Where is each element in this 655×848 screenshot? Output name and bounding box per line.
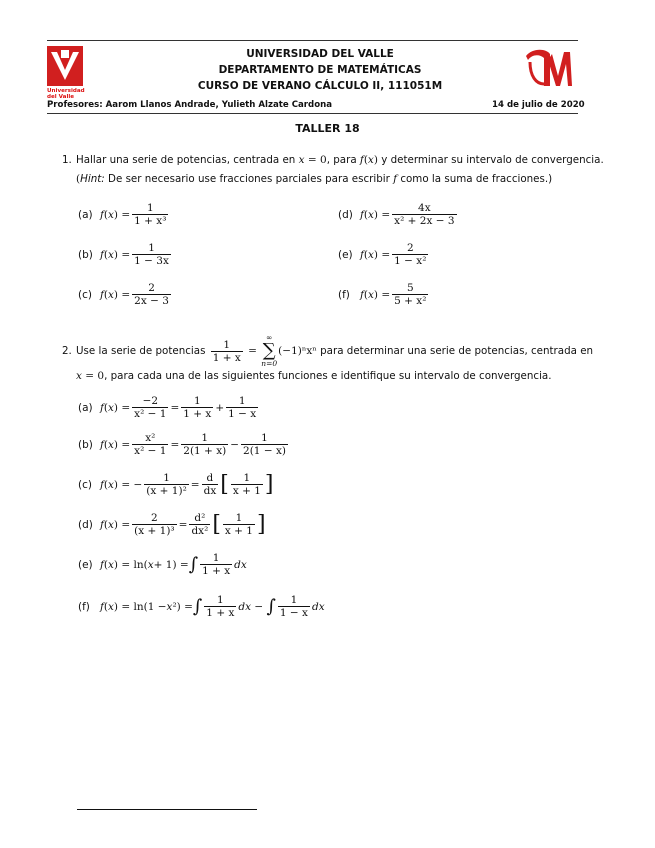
footnote-rule — [77, 809, 257, 810]
header-university: UNIVERSIDAD DEL VALLE — [246, 48, 394, 60]
q2-sum-symbol: ∞ ∑ n=0 — [261, 333, 278, 368]
q1-f-fraction: $\frac{5}{\text{5 + x²}}$ — [394, 282, 427, 307]
header-bottom-rule — [47, 113, 578, 114]
q1-c-fraction: $\frac{2}{2x - 3}$ — [134, 282, 169, 307]
q1-item-a: (a) f ( x ) = $\frac{1}{\text{1 + x³}}$ — [78, 202, 167, 227]
q2-statement: 2. Use la serie de potencias $\frac{1}{1 + x}$ = ∞ ∑ n=0 (−1)ⁿxⁿ para determinar una serie de potencias, centrada en — [62, 333, 594, 368]
q2-item-c: (c) f ( x ) = − $\frac{1}{\text{(x + 1)²}}$ = $\frac{d}{dx}$ [ $\frac{1}{x + 1}$ ] — [78, 471, 274, 497]
q1-a-fraction: $\frac{1}{\text{1 + x³}}$ — [134, 202, 167, 227]
header-professors: Profesores: Aarom Llanos Andrade, Yulieth Alzate Cardona — [47, 100, 333, 110]
q1-hint: ( Hint: De ser necesario use fracciones parciales para escribir f como la suma de fracciones.) — [76, 173, 553, 185]
page-title: TALLER 18 — [295, 122, 360, 135]
q1-number: 1. — [62, 154, 72, 166]
university-logo — [47, 46, 83, 90]
q1-item-e: (e) f ( x ) = $\frac{2}{\text{1 − x²}}$ — [338, 242, 427, 267]
header-course: CURSO DE VERANO CÁLCULO II, 111051M — [197, 80, 443, 92]
q2-series-fraction: $\frac{1}{1 + x}$ — [212, 338, 241, 364]
header-top-rule — [47, 40, 578, 41]
q2-item-e: (e) f ( x ) = ln( x + 1) = ∫ $\frac{1}{1 + x}$ dx — [78, 552, 247, 577]
q1-statement: 1. Hallar una serie de potencias, centrada en x = 0 , para f ( x ) y determinar su intervalo de convergencia. — [62, 154, 604, 166]
header-department: DEPARTAMENTO DE MATEMÁTICAS — [218, 64, 422, 76]
q1-item-b: (b) f ( x ) = $\frac{1}{1 - 3x}$ — [78, 242, 169, 267]
header-date: 14 de julio de 2020 — [492, 100, 585, 110]
q1-e-fraction: $\frac{2}{\text{1 − x²}}$ — [394, 242, 427, 267]
q2-item-b: (b) f ( x ) = $\frac{\text{x²}}{\text{x² − 1}}$ = $\frac{1}{2(1 + x)}$ − $\frac{1}{2(1 - x)}$ — [78, 432, 286, 457]
q1-item-f: (f) f ( x ) = $\frac{5}{\text{5 + x²}}$ — [338, 282, 427, 307]
q2-item-f: (f) f ( x ) = ln(1 − x ²) = ∫ $\frac{1}{1 + x}$ dx − ∫ $\frac{1}{1 - x}$ dx — [78, 594, 325, 619]
university-logo-text: Universidad del Valle — [47, 88, 85, 100]
q1-d-fraction: $\frac{4x}{\text{x² + 2x − 3}}$ — [394, 202, 455, 227]
q2-item-d: (d) f ( x ) = $\frac{2}{\text{(x + 1)³}}$ = $\frac{\text{d²}}{\text{dx²}}$ [ $\frac{1}{x + 1}$ ] — [78, 511, 266, 537]
q1-b-fraction: $\frac{1}{1 - 3x}$ — [134, 242, 169, 267]
q1-item-c: (c) f ( x ) = $\frac{2}{2x - 3}$ — [78, 282, 169, 307]
q2-number: 2. — [62, 345, 72, 357]
q2-statement-line2: x = 0 , para cada una de las siguientes funciones e identifique su intervalo de convergencia. — [76, 370, 552, 382]
q2-item-a: (a) f ( x ) = $\frac{-2}{\text{x² − 1}}$ = $\frac{1}{1 + x}$ + $\frac{1}{1 - x}$ — [78, 395, 257, 420]
department-logo — [522, 46, 574, 91]
q1-item-d: (d) f ( x ) = $\frac{4x}{\text{x² + 2x − 3}}$ — [338, 202, 455, 227]
